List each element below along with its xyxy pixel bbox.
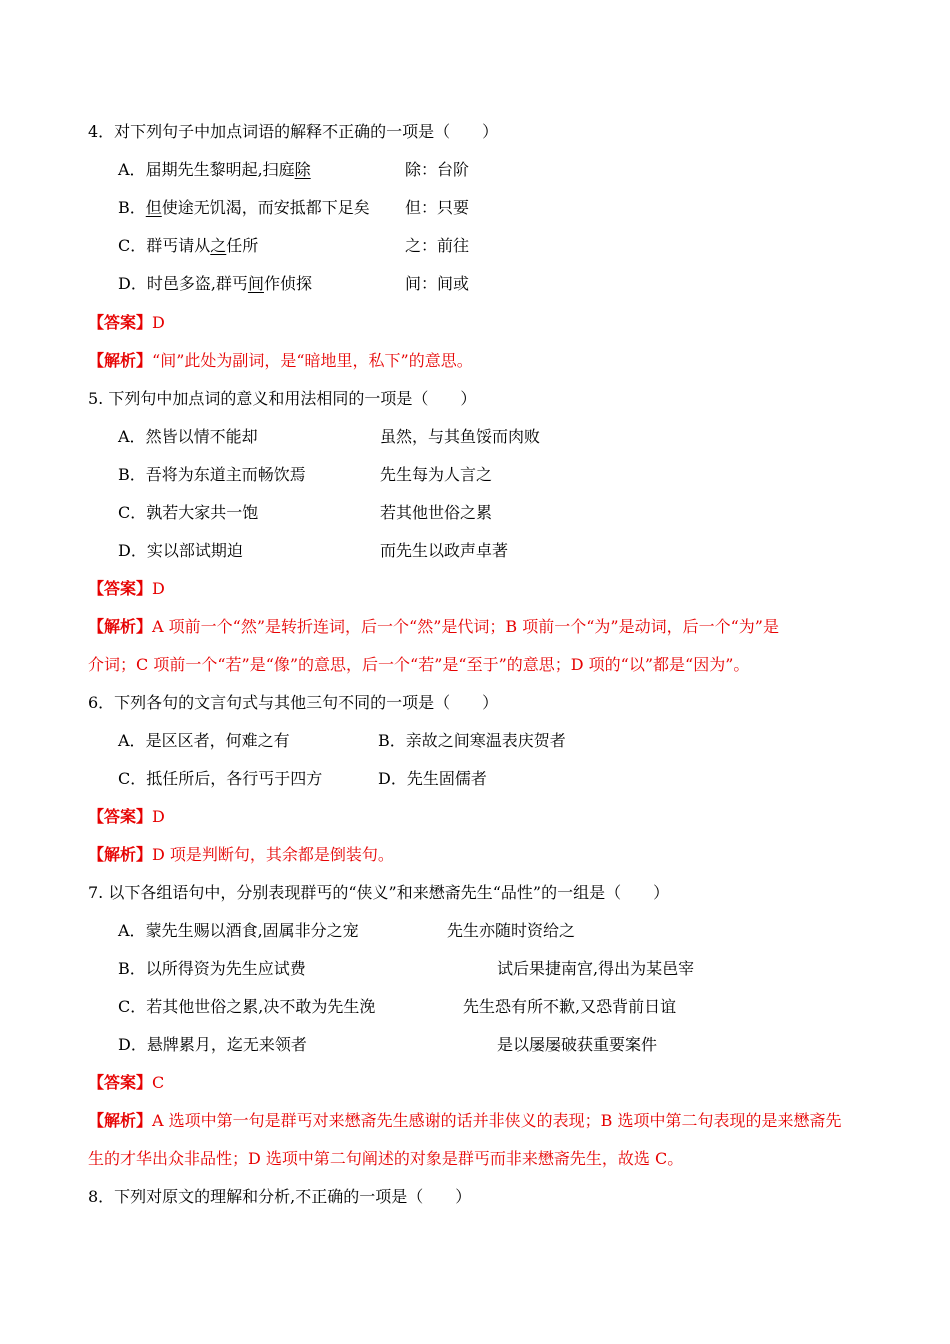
q6-stem: 6．下列各句的文言句式与其他三句不同的一项是（ ）: [88, 693, 499, 712]
answer-value: D: [152, 313, 165, 332]
q5-option-c: [118, 503, 258, 523]
analysis-text: “间”此处为副词，是“暗地里，私下”的意思。: [152, 351, 473, 370]
q8-stem: 8．下列对原文的理解和分析,不正确的一项是（ ）: [88, 1187, 472, 1206]
q5-option-b-right: 先生每为人言之: [380, 465, 493, 484]
q6-option-d: [378, 769, 487, 789]
q5-stem: 5. 下列句中加点词的意义和用法相同的一项是（ ）: [88, 389, 477, 408]
answer-value: C: [152, 1073, 165, 1092]
q4-gloss-a: 除：台阶: [405, 160, 470, 179]
q5-answer: [88, 579, 165, 599]
option-label: B．: [378, 731, 406, 750]
option-text-pre: 群丐请从: [146, 236, 211, 255]
q4-gloss-b: 但：只要: [405, 198, 470, 217]
option-left: 然皆以情不能却: [145, 427, 258, 446]
q4-option-c: [118, 236, 258, 256]
option-text: 抵任所后，各行丐于四方: [146, 769, 323, 788]
option-text-post: 使途无饥渴，而安抵都下足矣: [161, 198, 370, 217]
option-label: D．: [118, 274, 147, 293]
q7-option-b-right: 试后果捷南宫,得出为某邑宰: [497, 959, 695, 978]
q5-option-d-right: 而先生以政声卓著: [380, 541, 509, 560]
q6-analysis: [88, 845, 394, 865]
analysis-tag: 【解析】: [88, 617, 153, 636]
option-label: A．: [118, 731, 146, 750]
q7-option-c: [118, 997, 375, 1017]
q7-analysis: [88, 1111, 842, 1131]
option-left: 蒙先生赐以酒食,固属非分之宠: [145, 921, 359, 940]
option-dotted-word: 但: [145, 198, 162, 217]
option-text-pre: 时邑多盗,群丐: [146, 274, 248, 293]
q4-gloss-d: 间：间或: [405, 274, 470, 293]
option-text: 是区区者，何难之有: [145, 731, 290, 750]
q7-analysis-cont: 生的才华出众非品性；D 选项中第二句阐述的对象是群丐而非来懋斋先生，故选 C。: [88, 1149, 684, 1168]
q5-option-b: [118, 465, 306, 485]
q5-analysis: [88, 617, 779, 637]
option-left: 实以部试期迫: [146, 541, 243, 560]
q4-answer: [88, 313, 165, 333]
q7-option-a: [118, 921, 359, 941]
q6-option-a: [118, 731, 290, 751]
option-text: 亲故之间寒温表庆贺者: [405, 731, 566, 750]
option-left: 孰若大家共一饱: [146, 503, 259, 522]
option-label: A．: [118, 921, 146, 940]
q7-option-d: [118, 1035, 307, 1055]
option-label: A．: [118, 160, 146, 179]
option-left: 悬牌累月，迄无来领者: [146, 1035, 307, 1054]
q7-option-d-right: 是以屡屡破获重要案件: [497, 1035, 658, 1054]
q7-option-a-right: 先生亦随时资给之: [447, 921, 576, 940]
q4-analysis: [88, 351, 473, 371]
option-left: 若其他世俗之累,决不敢为先生浼: [146, 997, 376, 1016]
option-label: C．: [118, 236, 147, 255]
analysis-tag: 【解析】: [88, 845, 153, 864]
option-text: 先生固儒者: [406, 769, 487, 788]
option-label: A．: [118, 427, 146, 446]
option-left: 以所得资为先生应试费: [145, 959, 306, 978]
answer-value: D: [152, 807, 165, 826]
q6-option-b: [378, 731, 566, 751]
option-text-pre: 届期先生黎明起,扫庭: [145, 160, 295, 179]
q7-option-b: [118, 959, 306, 979]
q7-stem: 7. 以下各组语句中，分别表现群丐的“侠义”和来懋斋先生“品性”的一组是（ ）: [88, 883, 670, 902]
answer-tag: 【答案】: [88, 579, 153, 598]
option-text-post: 任所: [226, 236, 259, 255]
option-label: B．: [118, 465, 146, 484]
analysis-text: A 选项中第一句是群丐对来懋斋先生感谢的话并非侠义的表现；B 选项中第二句表现的是来懋斋先: [152, 1111, 842, 1130]
q4-option-d: [118, 274, 312, 294]
q6-answer: [88, 807, 165, 827]
option-label: C．: [118, 769, 147, 788]
q7-answer: [88, 1073, 164, 1093]
option-text-post: 作侦探: [263, 274, 312, 293]
option-label: D．: [118, 541, 147, 560]
option-label: B．: [118, 959, 146, 978]
q5-option-a-right: 虽然，与其鱼馁而肉败: [380, 427, 541, 446]
q5-analysis-cont: 介词；C 项前一个“若”是“像”的意思，后一个“若”是“至于”的意思；D 项的“以”都是“因为”。: [88, 655, 750, 674]
q4-option-b: [118, 198, 370, 218]
option-label: B．: [118, 198, 146, 217]
option-dotted-word: 之: [210, 236, 227, 255]
option-dotted-word: 除: [294, 160, 311, 179]
q4-gloss-c: 之：前往: [405, 236, 470, 255]
analysis-tag: 【解析】: [88, 1111, 153, 1130]
q4-stem: 4．对下列句子中加点词语的解释不正确的一项是（ ）: [88, 122, 499, 141]
q5-option-a: [118, 427, 258, 447]
option-dotted-word: 间: [247, 274, 264, 293]
option-label: C．: [118, 503, 147, 522]
option-label: D．: [378, 769, 407, 788]
q4-option-a: [118, 160, 311, 180]
answer-tag: 【答案】: [88, 313, 153, 332]
q6-option-c: [118, 769, 322, 789]
q5-option-c-right: 若其他世俗之累: [380, 503, 493, 522]
option-left: 吾将为东道主而畅饮焉: [145, 465, 306, 484]
option-label: C．: [118, 997, 147, 1016]
analysis-tag: 【解析】: [88, 351, 153, 370]
q5-option-d: [118, 541, 243, 561]
q7-option-c-right: 先生恐有所不歉,又恐背前日谊: [463, 997, 677, 1016]
analysis-text: D 项是判断句，其余都是倒装句。: [152, 845, 394, 864]
answer-value: D: [152, 579, 165, 598]
answer-tag: 【答案】: [88, 1073, 153, 1092]
option-label: D．: [118, 1035, 147, 1054]
analysis-text: A 项前一个“然”是转折连词，后一个“然”是代词；B 项前一个“为”是动词，后一个“为”是: [152, 617, 779, 636]
answer-tag: 【答案】: [88, 807, 153, 826]
